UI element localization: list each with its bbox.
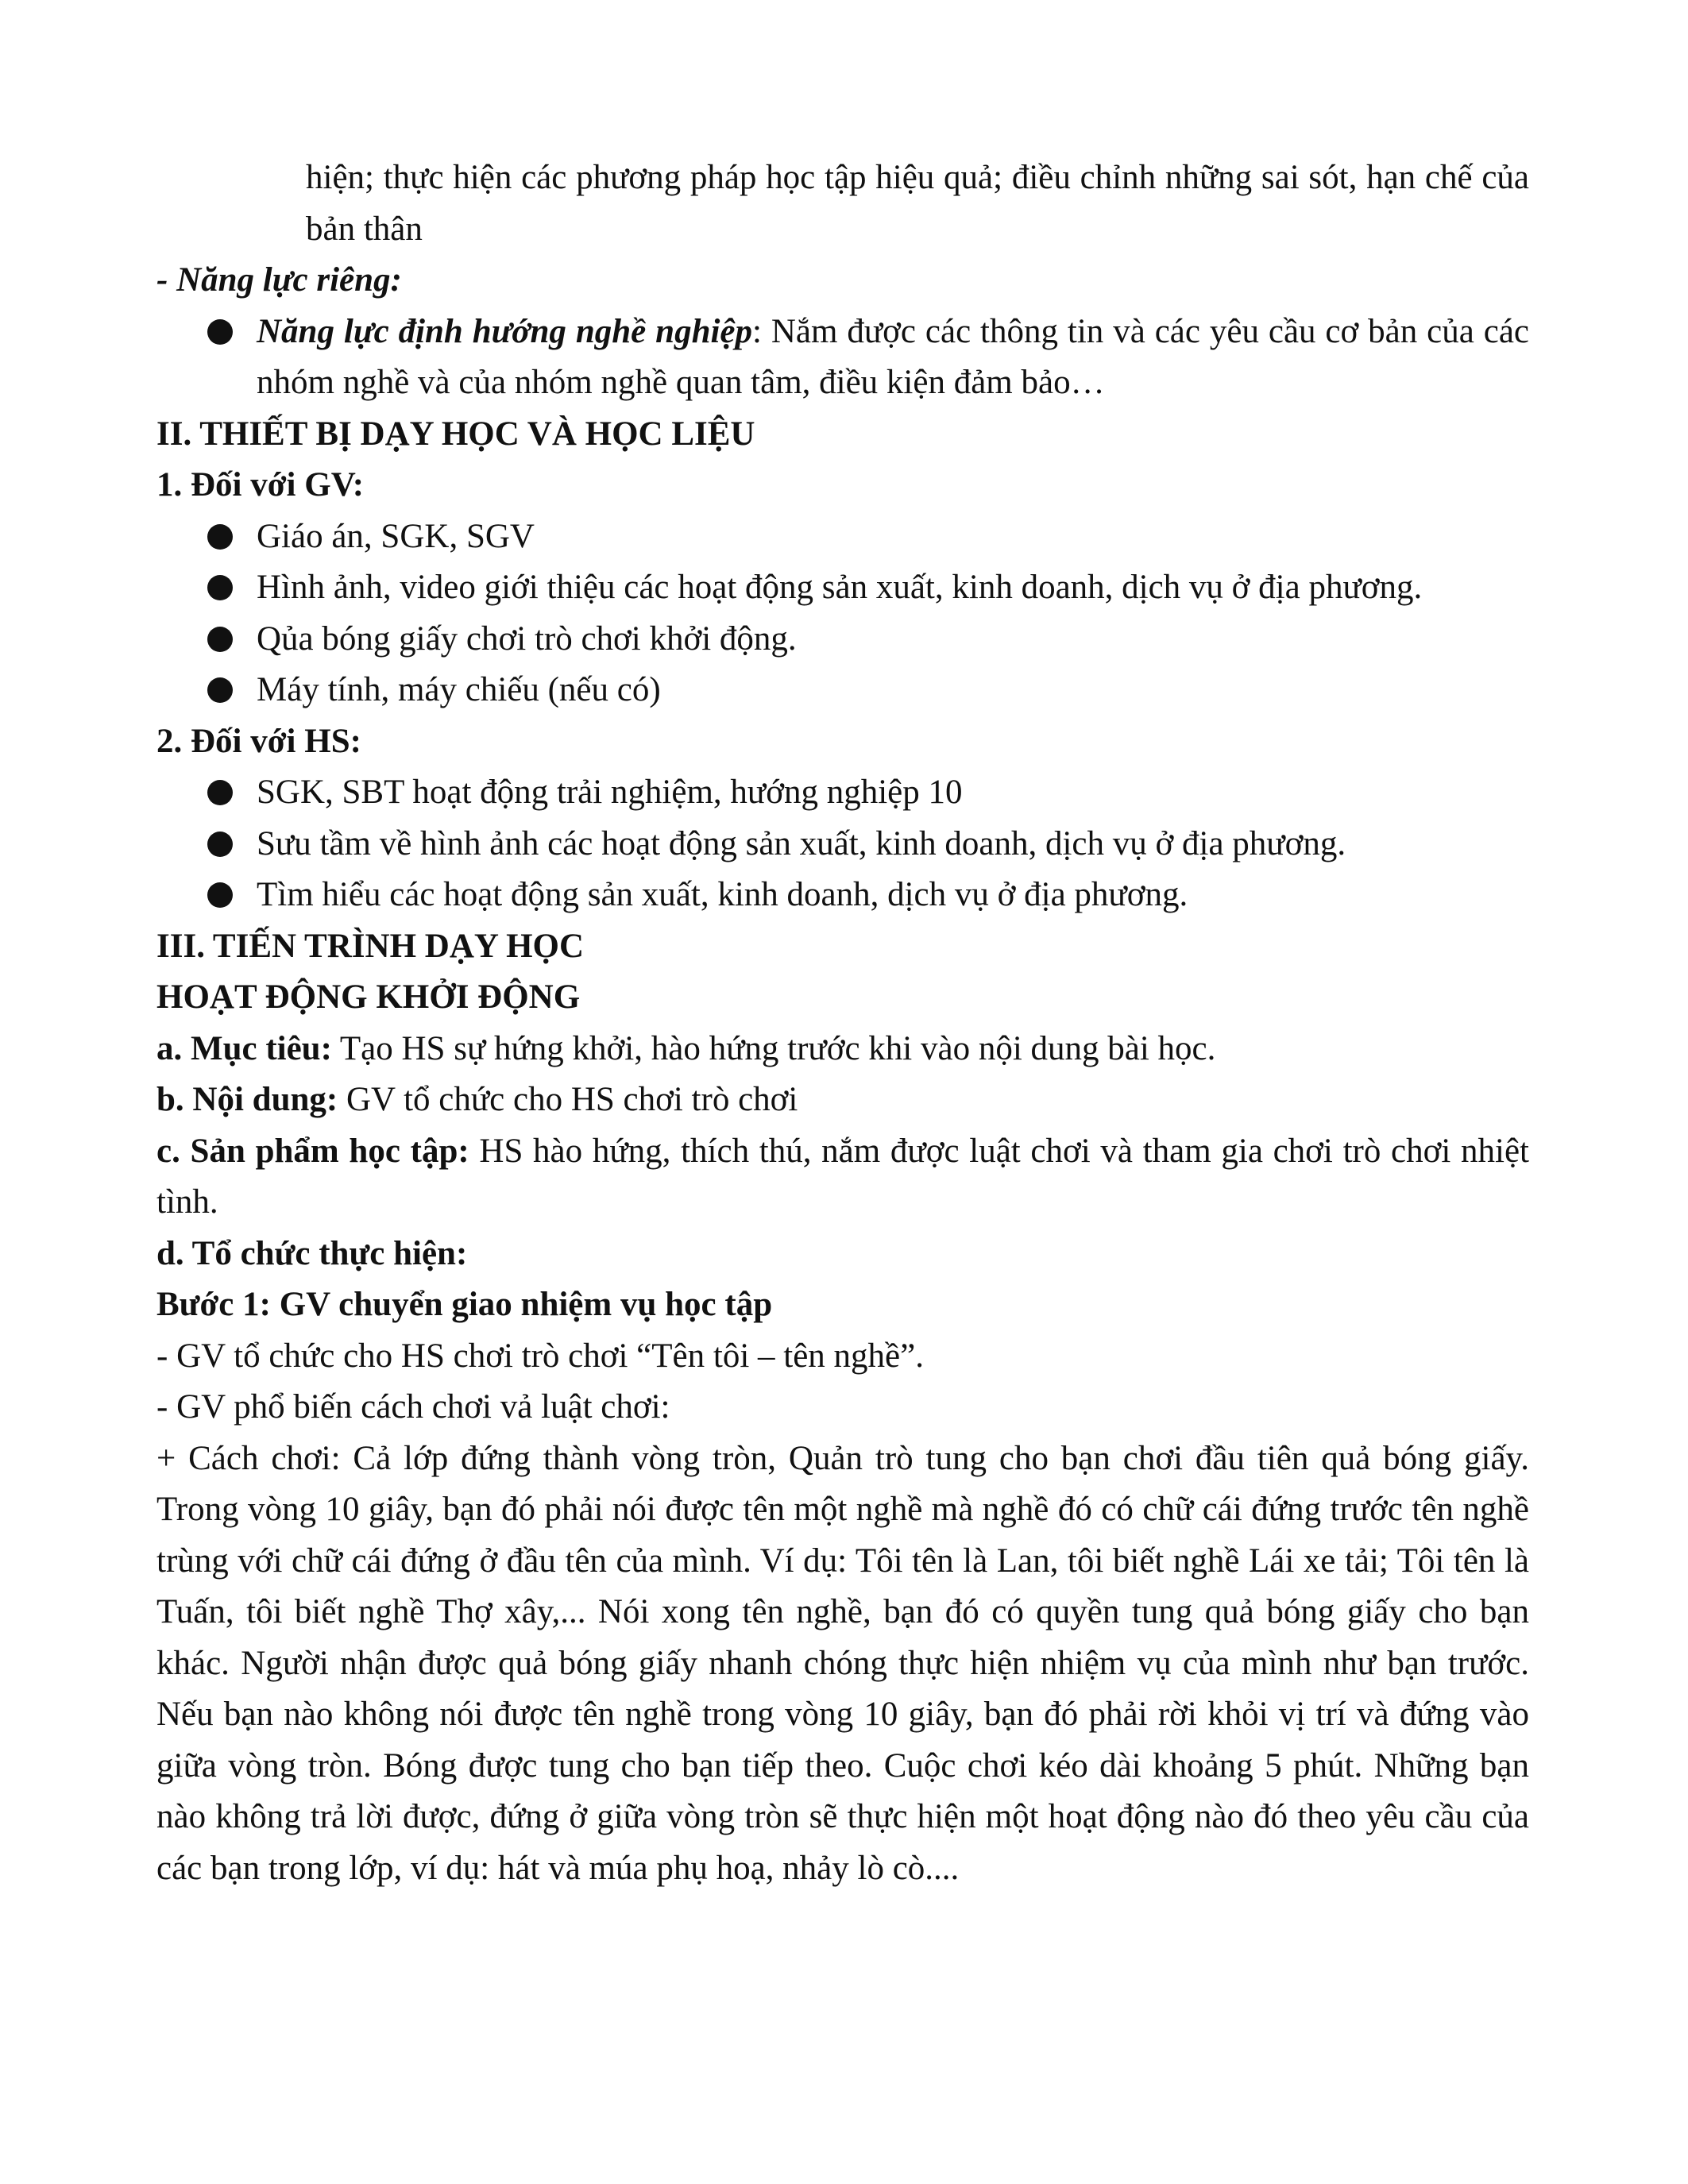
list-item-text: Hình ảnh, video giới thiệu các hoạt động sản xuất, kinh doanh, dịch vụ ở địa phương.: [257, 569, 1423, 606]
bullet-icon: [207, 319, 233, 345]
bullet-icon: [207, 780, 233, 805]
list-item: [156, 665, 1529, 716]
list-item-text: Tìm hiểu các hoạt động sản xuất, kinh doanh, dịch vụ ở địa phương.: [257, 876, 1188, 913]
bullet-icon: [207, 524, 233, 550]
list-item-text: Qủa bóng giấy chơi trò chơi khởi động.: [257, 619, 797, 658]
list-item-text: SGK, SBT hoạt động trải nghiệm, hướng nghiệp 10: [257, 774, 963, 811]
section-2-title: II. THIẾT BỊ DẠY HỌC VÀ HỌC LIỆU: [156, 415, 755, 453]
product-text: HS hào hứng, thích thú, nắm được luật chơi và tham gia chơi trò chơi nhiệt tình.: [156, 1132, 1529, 1221]
teacher-list: [156, 511, 1529, 716]
bullet-icon: [207, 677, 233, 703]
list-item: [156, 870, 1529, 921]
paragraph: - GV tổ chức cho HS chơi trò chơi “Tên tôi – tên nghề”.: [156, 1337, 924, 1375]
student-heading: 2. Đối với HS:: [156, 722, 361, 760]
intro-continuation: hiện; thực hiện các phương pháp học tập hiệu quả; điều chỉnh những sai sót, hạn chế của bản thân: [306, 159, 1529, 248]
content-text: GV tổ chức cho HS chơi trò chơi: [338, 1081, 798, 1118]
bullet-icon: [207, 575, 233, 600]
list-item-text: Máy tính, máy chiếu (nếu có): [257, 671, 661, 708]
list-item-text: Sưu tầm về hình ảnh các hoạt động sản xuất, kinh doanh, dịch vụ ở địa phương.: [257, 824, 1346, 862]
teacher-heading: 1. Đối với GV:: [156, 466, 365, 504]
specific-competence-heading: - Năng lực riêng:: [156, 261, 402, 299]
paragraph: - GV phổ biến cách chơi vả luật chơi:: [156, 1388, 670, 1426]
competence-term: Năng lực định hướng nghề nghiệp: [257, 312, 753, 350]
goal-paragraph: [156, 1024, 1529, 1075]
content-label: b. Nội dung:: [156, 1081, 338, 1118]
step-1-heading: Bước 1: GV chuyển giao nhiệm vụ học tập: [156, 1286, 773, 1323]
list-item: [156, 562, 1529, 614]
list-item: [156, 767, 1529, 819]
product-label: c. Sản phẩm học tập:: [156, 1132, 469, 1170]
document-page: [156, 152, 1529, 1894]
goal-text: Tạo HS sự hứng khởi, hào hứng trước khi vào nội dung bài học.: [331, 1029, 1216, 1067]
bullet-icon: [207, 832, 233, 857]
list-item: [156, 511, 1529, 563]
organize-heading: d. Tổ chức thực hiện:: [156, 1234, 468, 1272]
product-paragraph: [156, 1126, 1529, 1229]
competence-text: : Nắm được các thông tin và các yêu cầu cơ bản của các nhóm nghề và của nhóm nghề quan tâm, điều kiện đảm bảo…: [257, 312, 1529, 401]
game-rules-paragraph: + Cách chơi: Cả lớp đứng thành vòng tròn, Quản trò tung cho bạn chơi đầu tiên quả bóng giấy. Trong vòng 10 giây, bạn đó phải nói được tên một nghề mà nghề đó có chữ cái đứng trước tên nghề trùng với chữ cái đứng ở đầu tên của mình. Ví dụ: Tôi tên là Lan, tôi biết nghề Lái xe tải; Tôi tên là Tuấn, tôi biết nghề Thợ xây,... Nói xong tên nghề, bạn đó có quyền tung quả bóng giấy cho bạn khác. Người nhận được quả bóng giấy nhanh chóng thực hiện nhiệm vụ của mình như bạn trước. Nếu bạn nào không nói được tên nghề trong vòng 10 giây, bạn đó phải rời khỏi vị trí và đứng vào giữa vòng tròn. Bóng được tung cho bạn tiếp theo. Cuộc chơi kéo dài khoảng 5 phút. Những bạn nào không trả lời được, đứng ở giữa vòng tròn sẽ thực hiện một hoạt động nào đó theo yêu cầu của các bạn trong lớp, ví dụ: hát và múa phụ hoạ, nhảy lò cò....: [156, 1439, 1529, 1887]
content-paragraph: [156, 1075, 1529, 1126]
list-item: [156, 307, 1529, 409]
student-list: [156, 767, 1529, 921]
list-item-text: Giáo án, SGK, SGV: [257, 517, 535, 555]
bullet-icon: [207, 627, 233, 652]
goal-label: a. Mục tiêu:: [156, 1029, 332, 1067]
list-item: [156, 819, 1529, 870]
section-3-title: III. TIẾN TRÌNH DẠY HỌC: [156, 927, 585, 965]
list-item: [156, 614, 1529, 666]
bullet-icon: [207, 882, 233, 908]
activity-title: HOẠT ĐỘNG KHỞI ĐỘNG: [156, 978, 581, 1016]
